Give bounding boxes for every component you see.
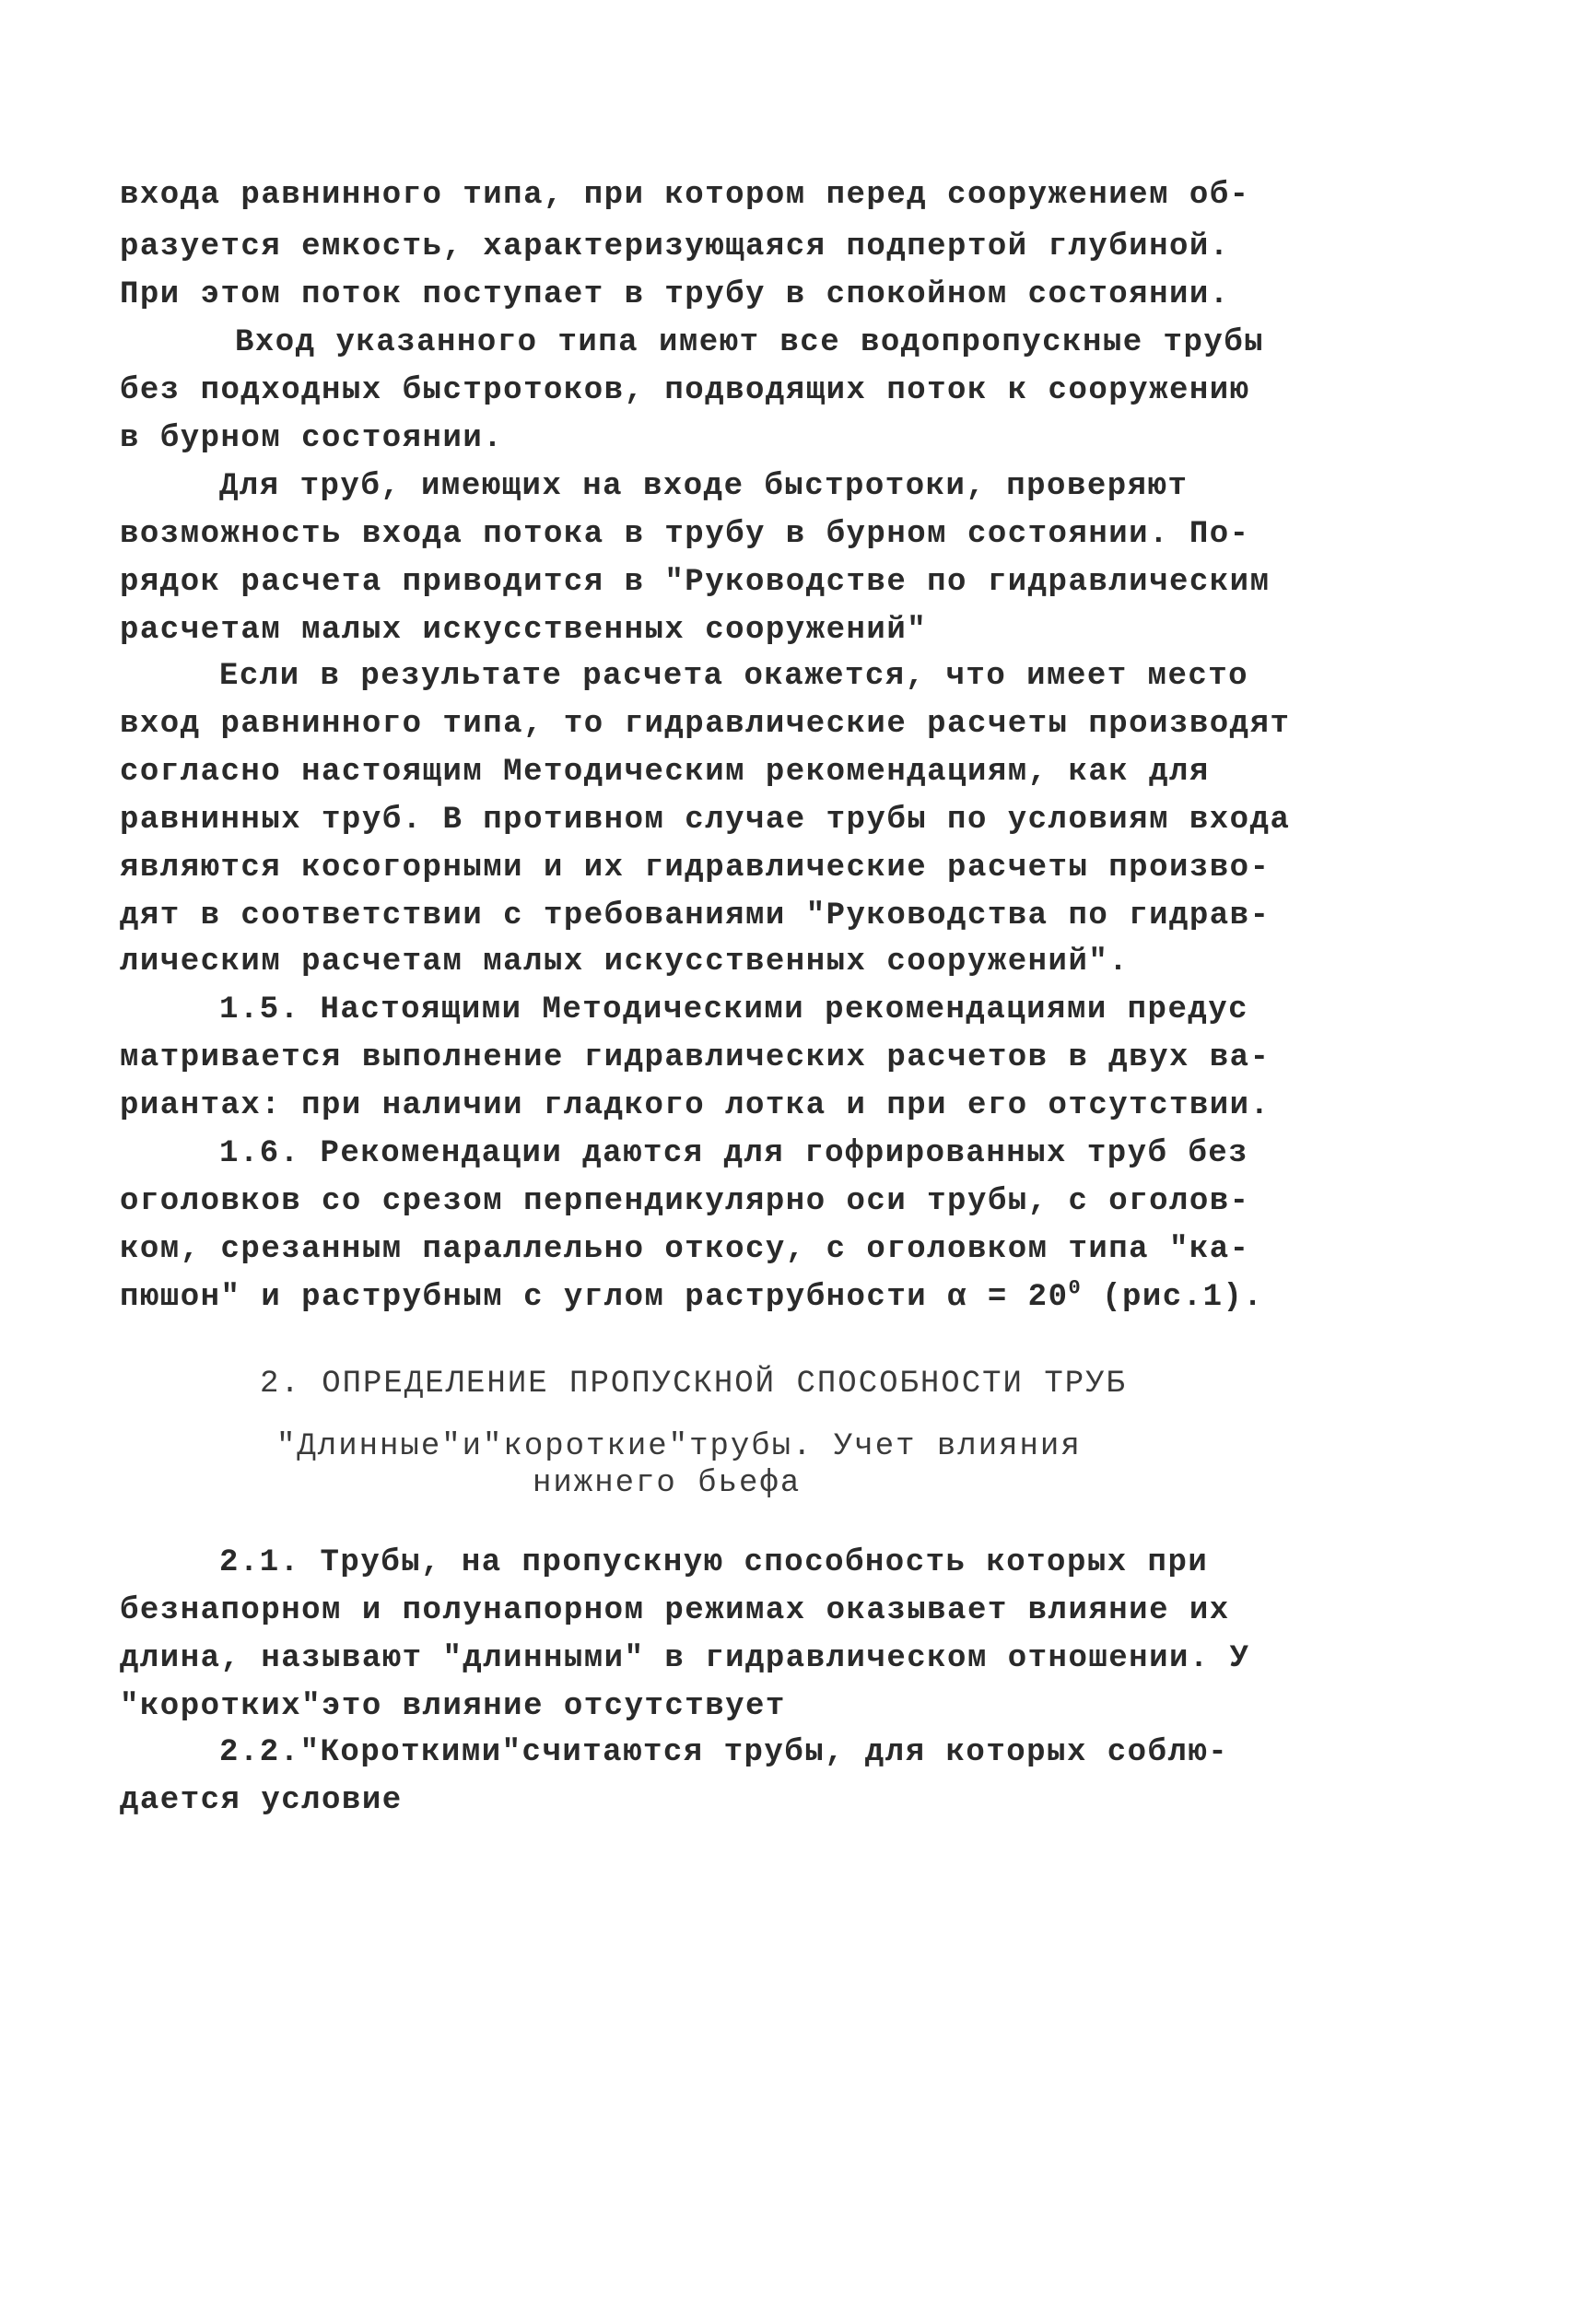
text-line: 2.2."Короткими"считаются трубы, для которых соблю-: [219, 1735, 1229, 1770]
text-line: согласно настоящим Методическим рекомендациям, как для: [120, 755, 1210, 790]
text-line: без подходных быстротоков, подводящих поток к сооружению: [120, 373, 1250, 408]
text-line: [120, 1276, 1264, 1316]
text-fragment: (рис.1).: [1082, 1280, 1264, 1315]
text-line: расчетам малых искусственных сооружений": [120, 613, 928, 648]
text-line: вход равнинного типа, то гидравлические расчеты производят: [120, 707, 1291, 742]
text-line: "коротких"это влияние отсутствует: [120, 1689, 786, 1724]
text-line: оголовков со срезом перпендикулярно оси трубы, с оголов-: [120, 1184, 1250, 1219]
text-line: 1.6. Рекомендации даются для гофрированных труб без: [219, 1136, 1249, 1171]
text-line: равнинных труб. В противном случае трубы по условиям входа: [120, 803, 1291, 838]
text-line: ком, срезанным параллельно откосу, с оголовком типа "ка-: [120, 1232, 1250, 1267]
text-line: 1.5. Настоящими Методическими рекомендациями предус: [219, 992, 1249, 1027]
text-line: Если в результате расчета окажется, что имеет место: [219, 659, 1249, 694]
text-line: дается условие: [120, 1783, 403, 1818]
section-title: 2. ОПРЕДЕЛЕНИЕ ПРОПУСКНОЙ СПОСОБНОСТИ ТРУБ: [260, 1367, 1127, 1402]
degree-superscript: 0: [1068, 1276, 1083, 1300]
text-line: разуется емкость, характеризующаяся подпертой глубиной.: [120, 229, 1230, 264]
section-subtitle: "Длинные"и"короткие"трубы. Учет влияния: [276, 1429, 1082, 1464]
text-line: дят в соответствии с требованиями "Руководства по гидрав-: [120, 898, 1271, 933]
text-line: 2.1. Трубы, на пропускную способность которых при: [219, 1545, 1209, 1580]
text-line: безнапорном и полунапорном режимах оказывает влияние их: [120, 1593, 1230, 1628]
text-line: длина, называют "длинными" в гидравлическом отношении. У: [120, 1641, 1250, 1676]
text-line: лическим расчетам малых искусственных сооружений".: [120, 945, 1130, 980]
text-line: Вход указанного типа имеют все водопропускные трубы: [235, 325, 1265, 360]
text-fragment: пюшон" и раструбным с углом раструбности: [120, 1280, 948, 1315]
section-subtitle: нижнего бьефа: [533, 1466, 802, 1501]
text-line: матривается выполнение гидравлических расчетов в двух ва-: [120, 1040, 1271, 1075]
formula-alpha: α = 20: [947, 1280, 1069, 1315]
text-line: входа равнинного типа, при котором перед сооружением об-: [120, 178, 1250, 213]
text-line: в бурном состоянии.: [120, 421, 504, 456]
text-line: риантах: при наличии гладкого лотка и при его отсутствии.: [120, 1088, 1271, 1123]
text-line: рядок расчета приводится в "Руководстве по гидравлическим: [120, 565, 1271, 600]
text-line: Для труб, имеющих на входе быстротоки, проверяют: [219, 469, 1189, 504]
text-line: являются косогорными и их гидравлические расчеты произво-: [120, 851, 1271, 886]
text-line: возможность входа потока в трубу в бурном состоянии. По-: [120, 517, 1250, 552]
text-line: При этом поток поступает в трубу в спокойном состоянии.: [120, 277, 1230, 312]
